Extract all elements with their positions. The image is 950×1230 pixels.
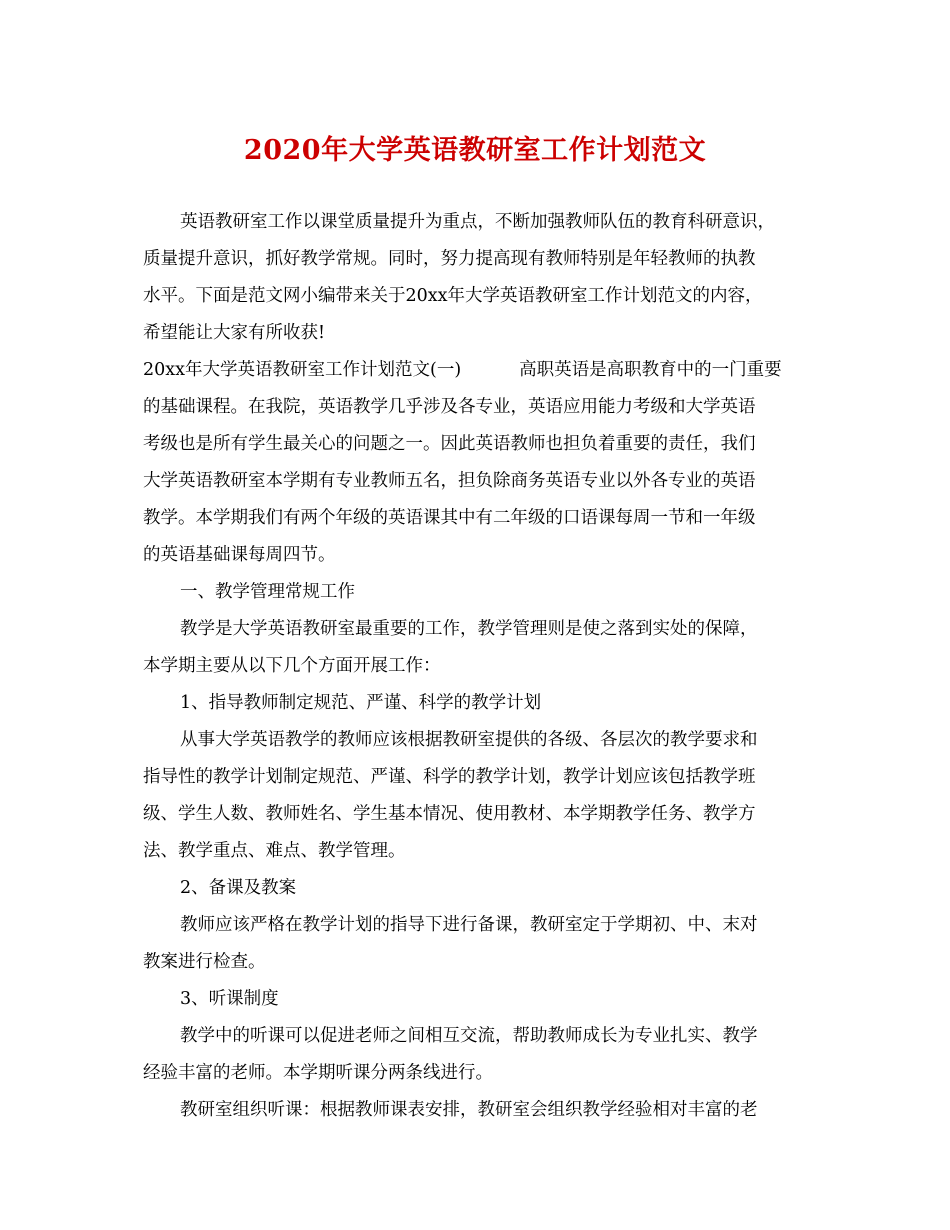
body-line-text: 从事大学英语教学的教师应该根据教研室提供的各级、各层次的教学要求和 xyxy=(180,730,758,750)
body-line xyxy=(143,722,806,759)
body-line-text: 的英语基础课每周四节。 xyxy=(143,545,336,565)
body-line xyxy=(143,241,806,278)
body-line xyxy=(143,870,806,907)
body-line xyxy=(143,352,806,389)
body-line-text: 教学。本学期我们有两个年级的英语课其中有二年级的口语课每周一节和一年级 xyxy=(143,508,756,528)
body-line xyxy=(143,426,806,463)
body-line-text: 20xx年大学英语教研室工作计划范文(一) xyxy=(143,360,462,380)
body-line-text: 教师应该严格在教学计划的指导下进行备课，教研室定于学期初、中、末对 xyxy=(180,915,758,935)
body-line-text: 的基础课程。在我院，英语教学几乎涉及各专业，英语应用能力考级和大学英语 xyxy=(143,397,756,417)
body-line xyxy=(143,611,806,648)
body-line-text: 法、教学重点、难点、教学管理。 xyxy=(143,841,406,861)
body-line-text: 希望能让大家有所收获! xyxy=(143,323,326,343)
body-line xyxy=(143,389,806,426)
body-line xyxy=(143,537,806,574)
body-line-text: 英语教研室工作以课堂质量提升为重点，不断加强教师队伍的教育科研意识， xyxy=(180,212,775,232)
body-line-text: 2、备课及教案 xyxy=(180,878,297,898)
body-line-text: 级、学生人数、教师姓名、学生基本情况、使用教材、本学期教学任务、教学方 xyxy=(143,804,756,824)
body-line-text: 考级也是所有学生最关心的问题之一。因此英语教师也担负着重要的责任，我们 xyxy=(143,434,756,454)
body-line xyxy=(143,204,806,241)
body-line xyxy=(143,1018,806,1055)
body-line-text: 水平。下面是范文网小编带来关于20xx年大学英语教研室工作计划范文的内容， xyxy=(143,286,763,306)
body-line xyxy=(143,759,806,796)
body-line-text: 经验丰富的老师。本学期听课分两条线进行。 xyxy=(143,1063,493,1083)
body-line xyxy=(143,796,806,833)
body-line-text: 教研室组织听课：根据教师课表安排，教研室会组织教学经验相对丰富的老 xyxy=(180,1100,758,1120)
body-line xyxy=(143,500,806,537)
body-line-continuation: 高职英语是高职教育中的一门重要 xyxy=(519,360,782,380)
body-line-text: 质量提升意识，抓好教学常规。同时，努力提高现有教师特别是年轻教师的执教 xyxy=(143,249,756,269)
body-line xyxy=(143,981,806,1018)
body-line xyxy=(143,1055,806,1092)
body-line-text: 3、听课制度 xyxy=(180,989,279,1009)
body-line-text: 一、教学管理常规工作 xyxy=(180,582,355,602)
body-line xyxy=(143,278,806,315)
body-line xyxy=(143,907,806,944)
body-line xyxy=(143,463,806,500)
body-line-text: 指导性的教学计划制定规范、严谨、科学的教学计划，教学计划应该包括教学班 xyxy=(143,767,756,787)
body-line xyxy=(143,685,806,722)
body-line xyxy=(143,648,806,685)
body-line xyxy=(143,315,806,352)
body-line xyxy=(143,944,806,981)
body-line-text: 1、指导教师制定规范、严谨、科学的教学计划 xyxy=(180,693,542,713)
body-line xyxy=(143,833,806,870)
document-body xyxy=(143,204,806,1129)
body-line xyxy=(143,1092,806,1129)
body-line xyxy=(143,574,806,611)
body-line-text: 教案进行检查。 xyxy=(143,952,266,972)
body-line-text: 教学是大学英语教研室最重要的工作，教学管理则是使之落到实处的保障， xyxy=(180,619,758,639)
body-line-text: 本学期主要从以下几个方面开展工作： xyxy=(143,656,441,676)
document-title: 2020年大学英语教研室工作计划范文 xyxy=(243,135,707,166)
body-line-text: 教学中的听课可以促进老师之间相互交流，帮助教师成长为专业扎实、教学 xyxy=(180,1026,758,1046)
body-line-text: 大学英语教研室本学期有专业教师五名，担负除商务英语专业以外各专业的英语 xyxy=(143,471,756,491)
